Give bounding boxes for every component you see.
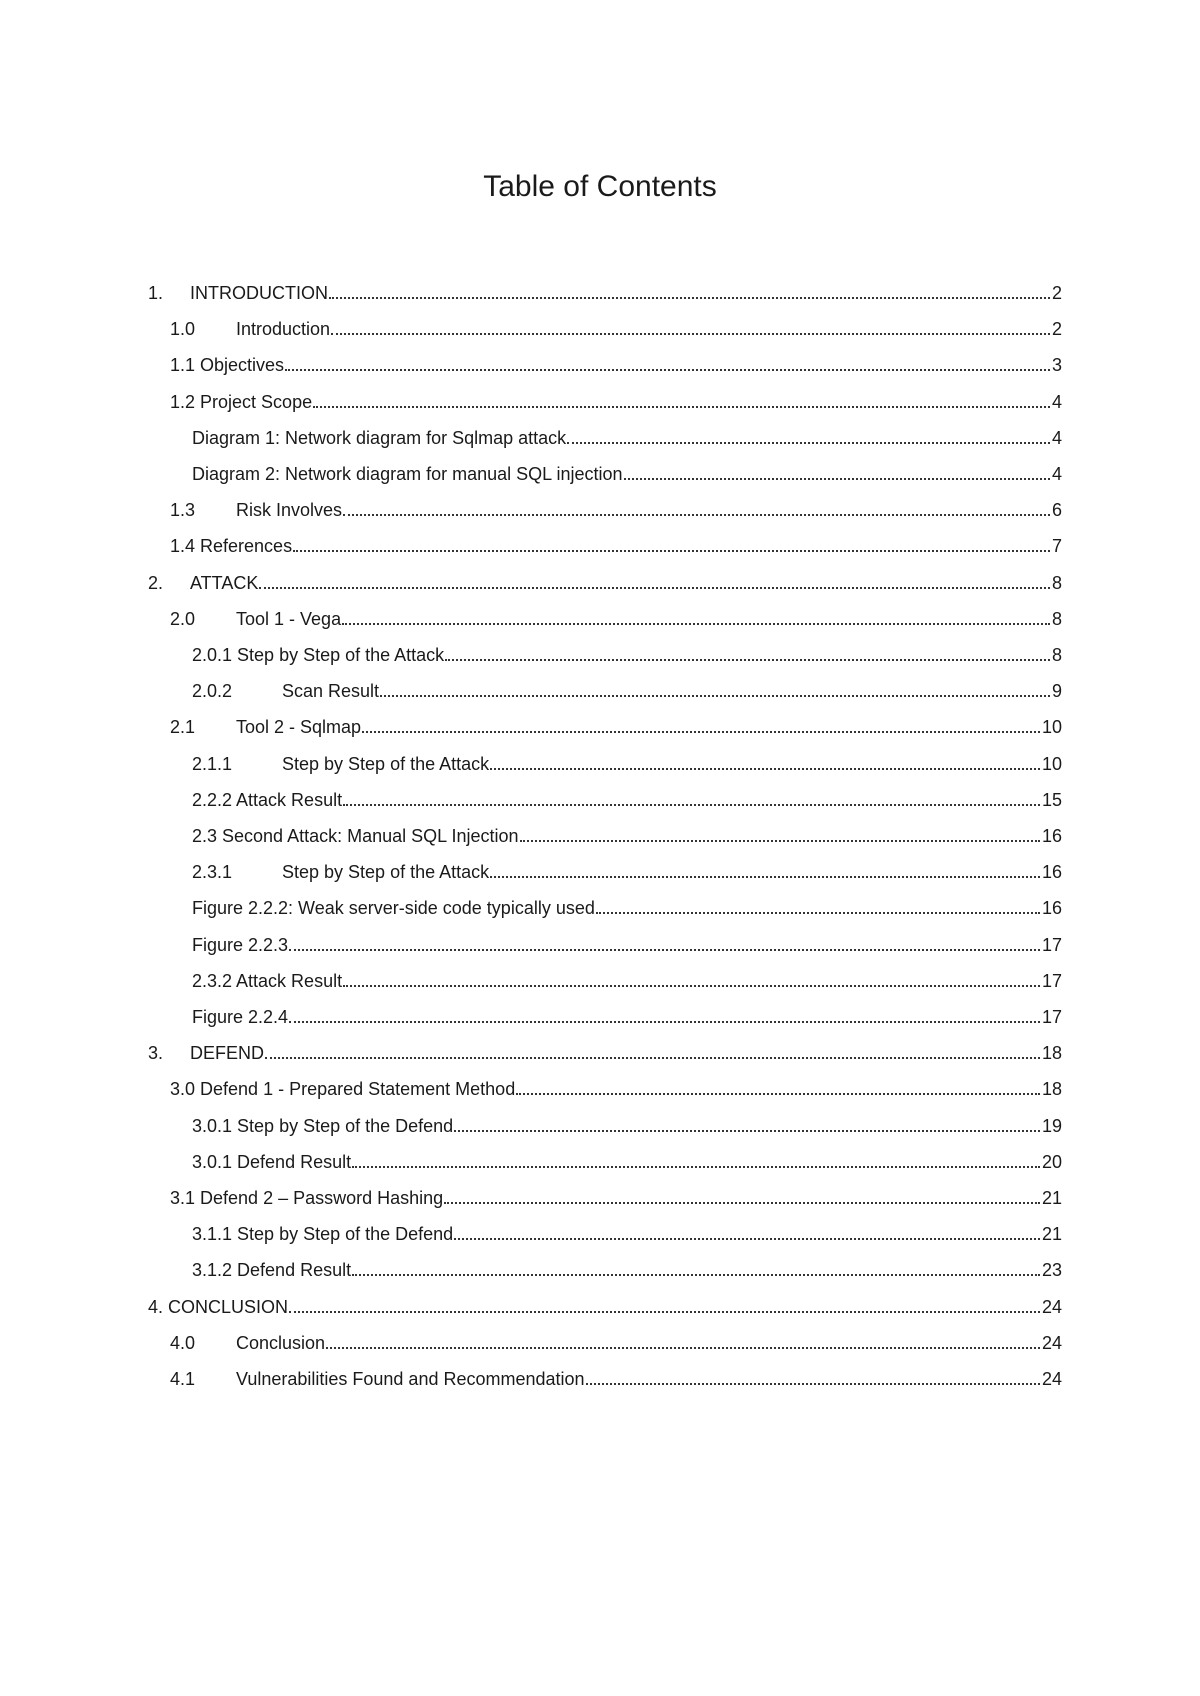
toc-entry-number: 1.3 (170, 500, 196, 520)
dot-leader (289, 1021, 1040, 1023)
toc-entry-number: 2.1.1 (192, 754, 233, 774)
dot-leader (586, 1383, 1040, 1385)
toc-entry-title: Diagram 2: Network diagram for manual SQL injection (192, 464, 623, 484)
toc-entry-page-number: 24 (1041, 1369, 1062, 1389)
toc-entry-title: Conclusion (236, 1333, 326, 1353)
toc-entry-title: Figure 2.2.4 (192, 1007, 289, 1027)
toc-entry-page-number: 23 (1041, 1260, 1062, 1280)
dot-leader (454, 1130, 1040, 1132)
toc-entry-title: 2.3 Second Attack: Manual SQL Injection (192, 826, 519, 846)
toc-entry-page-number: 6 (1051, 500, 1062, 520)
toc-entry-number: 4.1 (170, 1369, 196, 1389)
toc-entry-page-number: 21 (1041, 1188, 1062, 1208)
toc-entry-page-number: 24 (1041, 1297, 1062, 1317)
toc-entry-title: Diagram 1: Network diagram for Sqlmap attack (192, 428, 567, 448)
toc-entry-title: 3.0.1 Defend Result (192, 1152, 352, 1172)
dot-leader (567, 442, 1050, 444)
dot-leader (342, 623, 1050, 625)
dot-leader (380, 695, 1050, 697)
toc-entry-title: 3.0 Defend 1 - Prepared Statement Method (170, 1079, 516, 1099)
toc-entry[interactable] (192, 642, 1062, 668)
toc-entry[interactable] (192, 895, 1062, 921)
toc-entry-title: 1.2 Project Scope (170, 392, 313, 412)
toc-entry-page-number: 8 (1051, 609, 1062, 629)
dot-leader (331, 333, 1050, 335)
toc-entry-page-number: 17 (1041, 1007, 1062, 1027)
dot-leader (343, 514, 1050, 516)
toc-entry[interactable] (192, 787, 1062, 813)
toc-entry-number: 4.0 (170, 1333, 196, 1353)
toc-entry[interactable] (170, 352, 1062, 378)
dot-leader (289, 949, 1040, 951)
toc-entry-title: 2.2.2 Attack Result (192, 790, 343, 810)
toc-entry[interactable] (192, 859, 1062, 885)
toc-entry-title: ATTACK (190, 573, 259, 593)
dot-leader (313, 406, 1050, 408)
toc-entry[interactable] (170, 714, 1062, 740)
toc-entry[interactable] (170, 497, 1062, 523)
toc-entry[interactable] (170, 533, 1062, 559)
toc-entry-title: Scan Result (282, 681, 380, 701)
toc-entry-page-number: 16 (1041, 898, 1062, 918)
toc-entry-title: Figure 2.2.3 (192, 935, 289, 955)
dot-leader (362, 731, 1040, 733)
dot-leader (444, 1202, 1040, 1204)
toc-entry[interactable] (170, 1185, 1062, 1211)
dot-leader (285, 369, 1050, 371)
toc-entry-number: 1.0 (170, 319, 196, 339)
toc-entry[interactable] (192, 678, 1062, 704)
toc-entry[interactable] (192, 461, 1062, 487)
toc-entry-number: 2.0 (170, 609, 196, 629)
toc-entry-title: Tool 2 - Sqlmap (236, 717, 362, 737)
toc-entry-number: 1. (148, 283, 164, 303)
toc-entry-page-number: 2 (1051, 283, 1062, 303)
dot-leader (265, 1057, 1040, 1059)
toc-entry-title: 3.1.2 Defend Result (192, 1260, 352, 1280)
toc-entry-title: 3.0.1 Step by Step of the Defend (192, 1116, 454, 1136)
dot-leader (516, 1093, 1040, 1095)
toc-entry[interactable] (170, 389, 1062, 415)
toc-entry-title: Step by Step of the Attack (282, 862, 490, 882)
toc-entry-title: INTRODUCTION (190, 283, 328, 303)
toc-entry-title: DEFEND (190, 1043, 265, 1063)
toc-entry-title: 3.1.1 Step by Step of the Defend (192, 1224, 454, 1244)
toc-entry-page-number: 18 (1041, 1043, 1062, 1063)
toc-entry-title: Risk Involves (236, 500, 343, 520)
toc-entry[interactable] (192, 1149, 1062, 1175)
toc-entry-number: 2.1 (170, 717, 196, 737)
toc-entry-title: Tool 1 - Vega (236, 609, 342, 629)
toc-entry[interactable] (192, 932, 1062, 958)
toc-entry-page-number: 4 (1051, 428, 1062, 448)
toc-entry-page-number: 24 (1041, 1333, 1062, 1353)
dot-leader (624, 478, 1050, 480)
toc-entry[interactable] (148, 280, 1062, 306)
dot-leader (490, 768, 1040, 770)
toc-entry[interactable] (148, 1040, 1062, 1066)
toc-entry-page-number: 8 (1051, 645, 1062, 665)
toc-entry-page-number: 16 (1041, 826, 1062, 846)
toc-entry-page-number: 8 (1051, 573, 1062, 593)
toc-entry-title: 1.4 References (170, 536, 293, 556)
toc-entry-title: Introduction (236, 319, 331, 339)
toc-entry-page-number: 4 (1051, 392, 1062, 412)
toc-entry[interactable] (170, 1076, 1062, 1102)
dot-leader (343, 985, 1040, 987)
page-title: Table of Contents (483, 170, 717, 203)
toc-entry-number: 2.0.2 (192, 681, 233, 701)
toc-entry[interactable] (192, 1113, 1062, 1139)
dot-leader (596, 912, 1040, 914)
toc-entry[interactable] (170, 1366, 1062, 1392)
dot-leader (289, 1311, 1040, 1313)
toc-entry-page-number: 16 (1041, 862, 1062, 882)
dot-leader (259, 587, 1050, 589)
dot-leader (326, 1347, 1040, 1349)
toc-entry-page-number: 17 (1041, 971, 1062, 991)
toc-entry[interactable] (148, 570, 1062, 596)
toc-entry-title: Figure 2.2.2: Weak server-side code typically used (192, 898, 595, 918)
toc-entry[interactable] (192, 751, 1062, 777)
toc-entry-page-number: 19 (1041, 1116, 1062, 1136)
toc-entry-page-number: 17 (1041, 935, 1062, 955)
toc-entry-title: 4. CONCLUSION (148, 1297, 289, 1317)
toc-entry-page-number: 7 (1051, 536, 1062, 556)
toc-entry[interactable] (170, 606, 1062, 632)
dot-leader (445, 659, 1050, 661)
toc-entry-page-number: 10 (1041, 754, 1062, 774)
toc-entry-page-number: 15 (1041, 790, 1062, 810)
toc-entry[interactable] (192, 823, 1062, 849)
dot-leader (352, 1166, 1040, 1168)
toc-entry-page-number: 9 (1051, 681, 1062, 701)
toc-entry-page-number: 2 (1051, 319, 1062, 339)
toc-entry-title: Step by Step of the Attack (282, 754, 490, 774)
dot-leader (329, 297, 1050, 299)
toc-entry-title: 3.1 Defend 2 – Password Hashing (170, 1188, 444, 1208)
toc-entry-number: 2.3.1 (192, 862, 233, 882)
dot-leader (352, 1274, 1040, 1276)
toc-entry-page-number: 4 (1051, 464, 1062, 484)
dot-leader (490, 876, 1040, 878)
toc-entry-page-number: 21 (1041, 1224, 1062, 1244)
toc-entry[interactable] (192, 968, 1062, 994)
toc-entry-page-number: 10 (1041, 717, 1062, 737)
toc-entry-page-number: 20 (1041, 1152, 1062, 1172)
toc-entry-title: 2.0.1 Step by Step of the Attack (192, 645, 445, 665)
toc-entry-page-number: 18 (1041, 1079, 1062, 1099)
toc-entry-number: 2. (148, 573, 164, 593)
toc-entry-title: 2.3.2 Attack Result (192, 971, 343, 991)
toc-entry[interactable] (192, 1221, 1062, 1247)
toc-entry-title: 1.1 Objectives (170, 355, 285, 375)
dot-leader (454, 1238, 1040, 1240)
toc-entry[interactable] (148, 1294, 1062, 1320)
dot-leader (520, 840, 1040, 842)
toc-entry[interactable] (170, 316, 1062, 342)
dot-leader (343, 804, 1040, 806)
toc-entry[interactable] (192, 1004, 1062, 1030)
toc-entry-title: Vulnerabilities Found and Recommendation (236, 1369, 585, 1389)
toc-entry[interactable] (192, 1257, 1062, 1283)
toc-entry[interactable] (170, 1330, 1062, 1356)
toc-entry[interactable] (192, 425, 1062, 451)
dot-leader (293, 550, 1050, 552)
toc-entry-page-number: 3 (1051, 355, 1062, 375)
toc-entry-number: 3. (148, 1043, 164, 1063)
